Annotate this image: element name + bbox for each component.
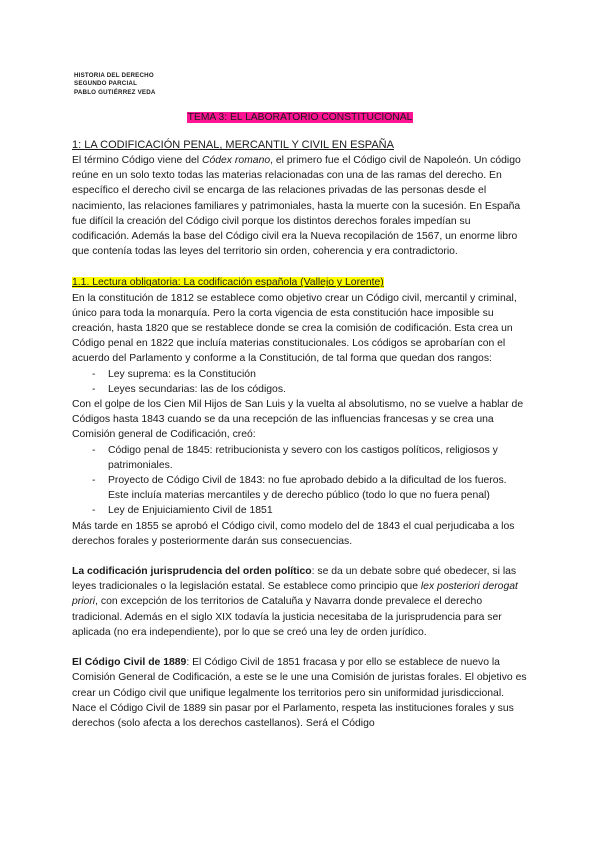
section-1-1-paragraph-3: Más tarde en 1855 se aprobó el Código civil, como modelo del de 1843 el cual perjudicaba a los derechos forales y posteriormente darán sus consecuencias.	[72, 520, 515, 547]
ranks-list	[72, 367, 530, 397]
codigo-1889-paragraph: El Código Civil de 1889: El Código Civil de 1851 fracasa y por ello se establece de nuevo la Comisión General de Codificación, a este se le une una Comisión de juristas forales. El objetivo es crear un Código civil que unifique legalmente los territorios pero sin uniformidad jurisdiccional. Nace el Código Civil de 1889 sin pasar por el Parlamento, respeta las instituciones forales y sus derechos (solo afecta a los derechos castellanos). Será el Código	[72, 657, 527, 729]
section-1-paragraph: El término Código viene del Códex romano, el primero fue el Código civil de Napoleón. Un código reúne en un solo texto todas las materias relacionadas con una de las ramas del derecho. En específico el derecho civil se encarga de las relaciones privadas de las personas desde el nacimiento, las relaciones familiares y patrimoniales, hasta la muerte con la sucesión. En España fue difícil la creación del Código civil porque los distintos derechos forales impedían su codificación. Además la base del Código civil era la Nueva recopilación de 1567, un enorme libro que contenía todas las leyes del territorio sin orden, coherencia y era contradictorio.	[72, 155, 521, 258]
list-item: - Ley de Enjuiciamiento Civil de 1851	[72, 503, 530, 518]
list-item: - Leyes secundarias: las de los códigos.	[72, 382, 530, 397]
codigo-1889-term: El Código Civil de 1889	[72, 657, 187, 669]
document-body	[72, 138, 530, 731]
list-item: - Código penal de 1845: retribucionista y severo con los castigos políticos, religiosos y patrimoniales.	[72, 443, 530, 473]
document-header	[74, 72, 156, 97]
section-1-heading: 1: LA CODIFICACIÓN PENAL, MERCANTIL Y CIVIL EN ESPAÑA	[72, 139, 394, 151]
codex-romano-term: Códex romano	[201, 155, 271, 166]
header-author: PABLO GUTIÉRREZ VEDA	[74, 88, 156, 96]
section-1-1-heading	[72, 275, 530, 290]
section-1-1-paragraph-1: En la constitución de 1812 se establece como objetivo crear un Código civil, mercantil y criminal, único para toda la monarquía. Pero la corta vigencia de esta constitución hace imposible su creación, hasta 1820 que se restablece donde se crea la comisión de codificación. Esta crea un Código penal en 1822 que incluía materias constitucionales. Los códigos se aprobarían con el acuerdo del Parlamento y conforme a la Constitución, de tal forma que quedan dos rangos:	[72, 292, 517, 365]
codification-list	[72, 443, 530, 519]
section-1-1-highlight: 1.1. Lectura obligatoria: La codificación española (Vallejo y Lorente)	[72, 277, 384, 289]
section-1-1-paragraph-2: Con el golpe de los Cien Mil Hijos de San Luis y la vuelta al absolutismo, no se vuelve a hablar de Códigos hasta 1843 cuando se da una recepción de las influencias francesas y se crea una Comisión general de Codificación, creó:	[72, 399, 524, 441]
jurisprudence-term: La codificación jurisprudencia del orden político	[72, 566, 312, 578]
lex-posteriori-term: lex posteriori derogat priori	[72, 581, 518, 608]
title-highlight: TEMA 3: EL LABORATORIO CONSTITUCIONAL	[187, 112, 413, 123]
list-item: - Proyecto de Código Civil de 1843: no fue aprobado debido a la dificultad de los fueros. Este incluía materias mercantiles y de derecho público (todo lo que no fuera penal)	[72, 473, 530, 503]
jurisprudence-paragraph: La codificación jurisprudencia del orden político: se da un debate sobre qué obedecer, si las leyes tradicionales o la legislación estatal. Se establece como principio que lex posteriori derogat priori, con excepción de los territorios de Cataluña y Navarra donde prevalece el derecho tradicional. Además en el siglo XIX todavía la justicia necesitaba de la jurisprudencia para ser aplicada (no era independiente), por lo que se creó una ley de orden jurídico.	[72, 566, 518, 638]
page-title	[0, 111, 600, 124]
list-item: - Ley suprema: es la Constitución	[72, 367, 530, 382]
header-exam: SEGUNDO PARCIAL	[74, 80, 138, 88]
header-course: HISTORIA DEL DERECHO	[74, 72, 154, 79]
